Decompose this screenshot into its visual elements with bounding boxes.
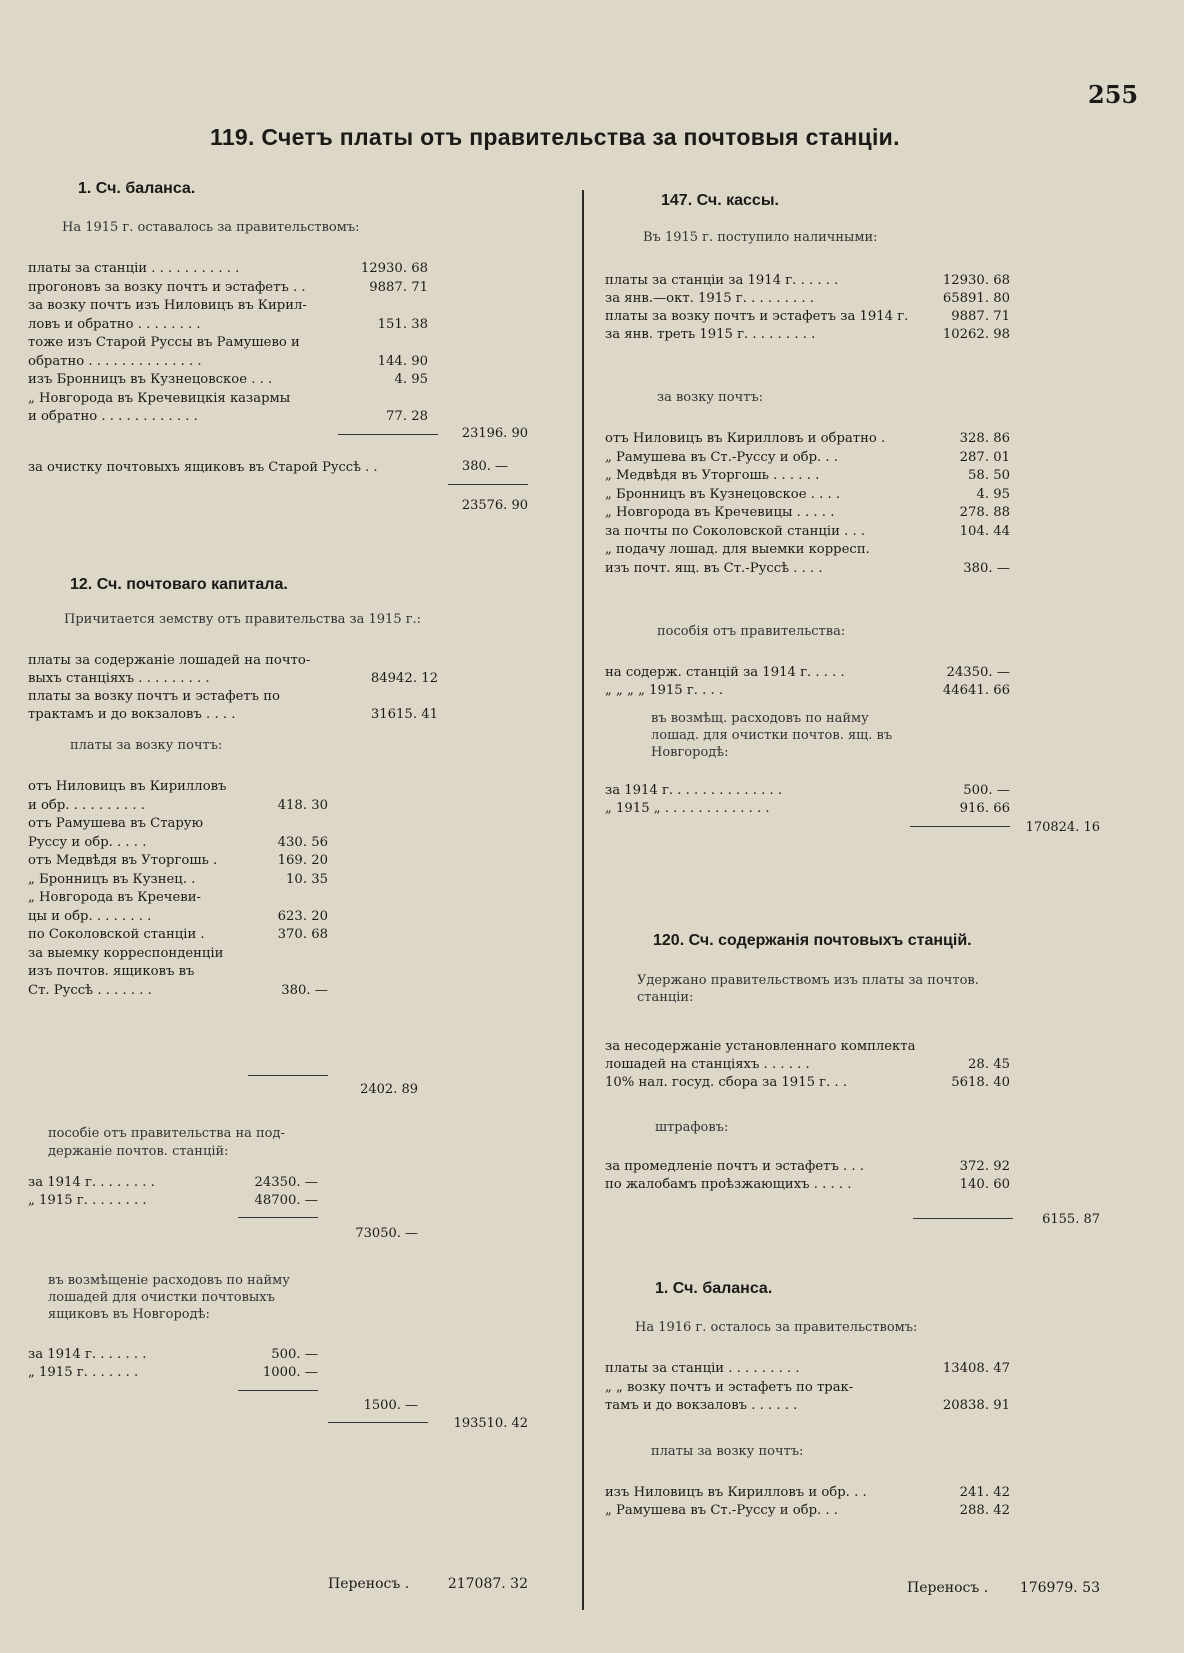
- ledger-row: [28, 334, 438, 353]
- row-label: „ 1915 г. . . . . . . .: [28, 1193, 147, 1208]
- row-label: „ Бронницъ въ Кузнец. .: [28, 871, 196, 887]
- ledger-row: [28, 353, 438, 372]
- subsection-label: пособія отъ правительства:: [657, 624, 846, 639]
- row-amount: 13408. 47: [942, 1361, 1010, 1376]
- row-label: и обратно . . . . . . . . . . . .: [28, 409, 198, 424]
- section-heading: 147. Сч. кассы.: [661, 192, 779, 209]
- row-amount: 169. 20: [277, 853, 328, 868]
- section-intro: Причитается земству отъ правительства за 1915 г.:: [64, 612, 422, 627]
- row-label: „ подачу лошад. для выемки корресп.: [605, 542, 870, 557]
- row-amount: 287. 01: [959, 449, 1010, 465]
- ledger-row: [605, 272, 1015, 290]
- row-label: изъ Бронницъ въ Кузнецовское . . .: [28, 372, 273, 387]
- section-intro: На 1916 г. осталось за правительствомъ:: [635, 1320, 918, 1335]
- row-amount: 370. 68: [277, 927, 328, 942]
- row-label: изъ почт. ящ. въ Ст.-Руссѣ . . . .: [605, 560, 823, 576]
- row-label: 10% нал. госуд. сбора за 1915 г. . .: [605, 1075, 848, 1090]
- row-label: за 1914 г. . . . . . .: [28, 1347, 147, 1362]
- section-intro: На 1915 г. оставалось за правительствомъ:: [62, 220, 360, 235]
- row-label: „ Рамушева въ Ст.-Руссу и обр. . .: [605, 449, 838, 465]
- ledger-row: [605, 560, 1015, 579]
- rule: [338, 434, 438, 435]
- ledger-row: [28, 871, 328, 890]
- row-label: отъ Рамушева въ Старую: [28, 816, 204, 831]
- ledger-row: [605, 541, 1015, 560]
- ledger-list: [605, 1360, 1015, 1416]
- row-amount: 144. 90: [377, 353, 428, 369]
- row-amount: 430. 56: [277, 834, 328, 850]
- subsection-label: штрафовъ:: [655, 1120, 729, 1135]
- section-heading: 12. Сч. почтоваго капитала.: [70, 576, 288, 593]
- total: 23576. 90: [461, 498, 528, 513]
- rule: [448, 484, 528, 485]
- row-label: „ Новгорода въ Кречевицкія казармы: [28, 390, 291, 406]
- row-amount: 288. 42: [959, 1503, 1010, 1518]
- ledger-row: [605, 308, 1015, 326]
- row-amount: 500. —: [963, 783, 1010, 798]
- row-amount: 380. —: [963, 560, 1010, 576]
- row-label: за 1914 г. . . . . . . . . . . . . .: [605, 783, 783, 798]
- row-label: прогоновъ за возку почтъ и эстафетъ . .: [28, 279, 306, 295]
- row-label: за несодержаніе установленнаго комплекта: [605, 1039, 916, 1054]
- ledger-row: [28, 1346, 318, 1364]
- row-amount: 278. 88: [959, 505, 1010, 520]
- ledger-row: [28, 459, 448, 481]
- subtotal: 1500. —: [363, 1398, 418, 1413]
- ledger-list: [605, 272, 1015, 344]
- ledger-row: [605, 1056, 1015, 1074]
- row-amount: 12930. 68: [360, 261, 428, 276]
- ledger-list: [28, 260, 438, 427]
- row-label: обратно . . . . . . . . . . . . . .: [28, 353, 202, 369]
- row-label: за янв.—окт. 1915 г. . . . . . . . .: [605, 291, 814, 306]
- row-label: тоже изъ Старой Руссы въ Рамушево и: [28, 335, 300, 350]
- row-amount: 31615. 41: [370, 707, 438, 722]
- ledger-row: [28, 316, 438, 335]
- ledger-row: [28, 982, 328, 1001]
- row-amount: 380. —: [461, 459, 508, 474]
- ledger-row: [605, 782, 1015, 800]
- ledger-row: [28, 1364, 318, 1382]
- ledger-row: [28, 408, 438, 427]
- ledger-row: [605, 1484, 1015, 1502]
- section-heading: 1. Сч. баланса.: [78, 180, 196, 197]
- row-amount: 418. 30: [277, 797, 328, 813]
- row-label: Руссу и обр. . . . .: [28, 834, 147, 850]
- row-label: „ Новгорода въ Кречевицы . . . . .: [605, 505, 835, 520]
- row-amount: 104. 44: [959, 523, 1010, 539]
- row-amount: 623. 20: [277, 908, 328, 924]
- ledger-row: [28, 834, 328, 853]
- section-intro: Въ 1915 г. поступило наличными:: [643, 230, 878, 245]
- grand-total: 193510. 42: [453, 1416, 528, 1431]
- ledger-row: [28, 963, 328, 982]
- row-label: за почты по Соколовской станціи . . .: [605, 523, 866, 539]
- ledger-list: [28, 778, 328, 1000]
- ledger-row: [605, 430, 1015, 449]
- ledger-list: [605, 1484, 1015, 1520]
- row-amount: 10. 35: [286, 871, 328, 887]
- ledger-row: [605, 1158, 1015, 1176]
- carry-label: Переносъ .: [907, 1580, 989, 1596]
- ledger-row: [28, 778, 328, 797]
- row-label: платы за станціи . . . . . . . . .: [605, 1361, 800, 1376]
- subsection-label: за возку почтъ:: [657, 390, 764, 405]
- ledger-row: [28, 297, 438, 316]
- row-label: за промедленіе почтъ и эстафетъ . . .: [605, 1159, 864, 1174]
- ledger-row: [605, 449, 1015, 468]
- ledger-row: [28, 706, 438, 724]
- rule: [910, 826, 1010, 827]
- row-label: „ Рамушева въ Ст.-Руссу и обр. . .: [605, 1503, 838, 1518]
- carry-amount: 176979. 53: [1019, 1580, 1100, 1596]
- ledger-list: [28, 652, 438, 724]
- ledger-row: [605, 682, 1015, 700]
- row-label: цы и обр. . . . . . . .: [28, 908, 152, 924]
- ledger-row: [605, 1360, 1015, 1379]
- ledger-row: [28, 688, 438, 706]
- row-label: платы за станціи . . . . . . . . . . .: [28, 261, 240, 276]
- row-amount: 9887. 71: [369, 279, 428, 295]
- ledger-row: [28, 797, 328, 816]
- ledger-row: [28, 670, 438, 688]
- row-amount: 916. 66: [959, 801, 1010, 816]
- row-label: „ Новгорода въ Кречеви-: [28, 890, 201, 905]
- ledger-row: [605, 1074, 1015, 1092]
- page-title: 119. Счетъ платы отъ правительства за почтовыя станціи.: [210, 124, 900, 150]
- row-amount: 1000. —: [262, 1365, 318, 1380]
- subsection-label: въ возмѣщ. расходовъ по найму лошад. для очистки почтов. ящ. въ Новгородѣ:: [651, 711, 893, 760]
- row-amount: 500. —: [271, 1347, 318, 1362]
- ledger-row: [605, 1038, 1015, 1056]
- row-label: выхъ станціяхъ . . . . . . . . .: [28, 671, 210, 686]
- row-label: платы за возку почтъ и эстафетъ по: [28, 689, 280, 704]
- ledger-row: [605, 1502, 1015, 1520]
- row-label: за возку почтъ изъ Ниловицъ въ Кирил-: [28, 298, 307, 313]
- ledger-row: [605, 290, 1015, 308]
- section-heading: 120. Сч. содержанія почтовыхъ станцій.: [653, 932, 972, 949]
- ledger-list: [605, 1158, 1015, 1194]
- ledger-row: [28, 1192, 318, 1210]
- row-amount: 58. 50: [968, 468, 1010, 483]
- row-amount: 241. 42: [959, 1485, 1010, 1500]
- row-amount: 372. 92: [959, 1159, 1010, 1174]
- ledger-row: [28, 1174, 318, 1192]
- row-label: платы за возку почтъ и эстафетъ за 1914 г.: [605, 309, 909, 324]
- row-amount: 44641. 66: [942, 683, 1010, 698]
- ledger-row: [28, 652, 438, 670]
- row-label: лошадей на станціяхъ . . . . . .: [605, 1057, 810, 1072]
- subsection-label: въ возмѣщеніе расходовъ по найму лошадей для очистки почтовыхъ ящиковъ въ Новгородѣ:: [48, 1273, 290, 1322]
- ledger-row: [28, 815, 328, 834]
- rule: [238, 1390, 318, 1391]
- ledger-row: [605, 523, 1015, 542]
- row-label: отъ Медвѣдя въ Уторгошь .: [28, 853, 218, 868]
- row-label: „ Медвѣдя въ Уторгошь . . . . . .: [605, 468, 820, 483]
- ledger-row: [605, 1176, 1015, 1194]
- row-label: за 1914 г. . . . . . . .: [28, 1175, 155, 1190]
- row-amount: 20838. 91: [942, 1398, 1010, 1413]
- ledger-row: [605, 800, 1015, 818]
- row-label: на содерж. станцій за 1914 г. . . . .: [605, 665, 845, 680]
- ledger-row: [28, 945, 328, 964]
- row-label: платы за станціи за 1914 г. . . . . .: [605, 273, 839, 288]
- ledger-row: [605, 467, 1015, 486]
- row-label: изъ почтов. ящиковъ въ: [28, 964, 195, 979]
- page-number: 255: [1088, 80, 1139, 109]
- row-label: и обр. . . . . . . . . .: [28, 797, 145, 813]
- row-amount: 10262. 98: [942, 327, 1010, 342]
- row-amount: 140. 60: [959, 1177, 1010, 1192]
- row-label: отъ Ниловицъ въ Кирилловъ: [28, 779, 227, 794]
- row-label: за выемку корреспонденціи: [28, 945, 224, 961]
- subtotal: 73050. —: [355, 1226, 418, 1241]
- ledger-list: [605, 430, 1015, 578]
- subsection-label: платы за возку почтъ:: [70, 738, 223, 753]
- total: 6155. 87: [1042, 1212, 1100, 1227]
- ledger-row: [605, 1397, 1015, 1416]
- rule: [248, 1075, 328, 1076]
- ledger-row: [28, 852, 328, 871]
- row-amount: 77. 28: [386, 409, 428, 424]
- subtotal: 2402. 89: [360, 1082, 418, 1097]
- carry-label: Переносъ .: [328, 1576, 410, 1592]
- ledger-list: [605, 664, 1015, 700]
- row-label: трактамъ и до вокзаловъ . . . .: [28, 707, 236, 722]
- row-label: за очистку почтовыхъ ящиковъ въ Старой Руссѣ . .: [28, 460, 378, 475]
- section-intro: Удержано правительствомъ изъ платы за почтов. станціи:: [637, 973, 979, 1005]
- ledger-row: [605, 326, 1015, 344]
- row-label: ловъ и обратно . . . . . . . .: [28, 316, 201, 332]
- ledger-list: [605, 782, 1015, 818]
- row-label: изъ Ниловицъ въ Кирилловъ и обр. . .: [605, 1485, 867, 1500]
- ledger-row: [28, 279, 438, 298]
- section-heading: 1. Сч. баланса.: [655, 1280, 773, 1297]
- row-amount: 48700. —: [254, 1193, 318, 1208]
- row-label: „ 1915 „ . . . . . . . . . . . . .: [605, 801, 770, 816]
- row-label: по Соколовской станціи .: [28, 927, 205, 942]
- row-amount: 151. 38: [377, 316, 428, 332]
- row-amount: 24350. —: [946, 665, 1010, 680]
- row-label: платы за содержаніе лошадей на почто-: [28, 653, 311, 668]
- ledger-list: [28, 1174, 318, 1210]
- row-amount: 4. 95: [976, 486, 1010, 502]
- row-label: тамъ и до вокзаловъ . . . . . .: [605, 1398, 798, 1413]
- rule: [328, 1422, 428, 1423]
- row-label: отъ Ниловицъ въ Кирилловъ и обратно .: [605, 431, 886, 446]
- row-label: „ „ возку почтъ и эстафетъ по трак-: [605, 1379, 854, 1395]
- subsection-label: пособіе отъ правительства на под-держаніе почтов. станцій:: [48, 1126, 285, 1159]
- ledger-list: [28, 1346, 318, 1382]
- ledger-row: [28, 371, 438, 390]
- ledger-row: [28, 260, 438, 279]
- row-amount: 380. —: [281, 982, 328, 998]
- carry-amount: 217087. 32: [447, 1576, 528, 1592]
- row-amount: 12930. 68: [942, 273, 1010, 288]
- ledger-row: [28, 926, 328, 945]
- rule: [913, 1218, 1013, 1219]
- ledger-row: [28, 390, 438, 409]
- subsection-label: платы за возку почтъ:: [651, 1444, 804, 1459]
- ledger-row: [605, 486, 1015, 505]
- ledger-row: [28, 908, 328, 927]
- row-amount: 24350. —: [254, 1175, 318, 1190]
- total: 170824. 16: [1025, 820, 1100, 835]
- row-amount: 84942. 12: [370, 671, 438, 686]
- row-amount: 65891. 80: [942, 291, 1010, 306]
- row-amount: 9887. 71: [951, 309, 1010, 324]
- ledger-row: [605, 504, 1015, 523]
- row-label: Ст. Руссѣ . . . . . . .: [28, 982, 152, 998]
- ledger-list: [605, 1038, 1015, 1092]
- rule: [238, 1217, 318, 1218]
- column-divider: [582, 190, 584, 1610]
- row-label: по жалобамъ проѣзжающихъ . . . . .: [605, 1177, 852, 1192]
- row-amount: 5618. 40: [951, 1075, 1010, 1090]
- ledger-row: [605, 1379, 1015, 1398]
- row-amount: 28. 45: [968, 1057, 1010, 1072]
- subtotal: 23196. 90: [461, 426, 528, 441]
- row-label: „ 1915 г. . . . . . .: [28, 1365, 139, 1380]
- row-amount: 4. 95: [394, 372, 428, 387]
- row-amount: 328. 86: [959, 431, 1010, 446]
- row-label: „ „ „ „ 1915 г. . . .: [605, 683, 724, 698]
- ledger-row: [605, 664, 1015, 682]
- ledger-row: [28, 889, 328, 908]
- row-label: „ Бронницъ въ Кузнецовское . . . .: [605, 486, 841, 502]
- row-label: за янв. треть 1915 г. . . . . . . . .: [605, 327, 816, 342]
